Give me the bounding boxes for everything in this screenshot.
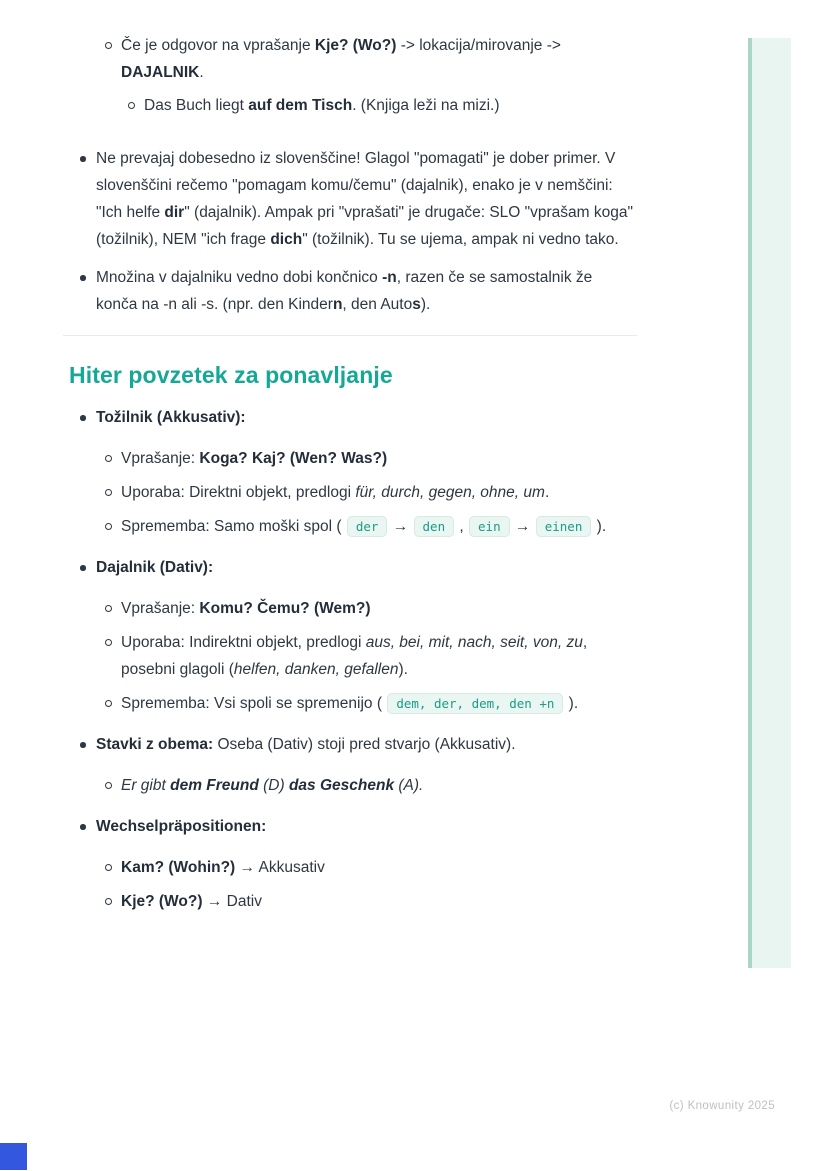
copyright-note: (c) Knowunity 2025 — [669, 1100, 775, 1112]
disc-bullet-icon — [80, 731, 96, 758]
list-item-text — [96, 731, 637, 758]
sub-list — [69, 92, 637, 119]
list-item-text — [96, 145, 637, 253]
list-item-group — [69, 145, 637, 253]
text-segment: , razen če se samostalnik že konča na -n ali -s. (npr. den Kinder — [96, 269, 593, 313]
text-segment: ). — [420, 296, 431, 313]
sub-list-item — [69, 92, 637, 119]
circle-bullet-icon — [105, 32, 121, 86]
summary-list — [69, 404, 637, 915]
document-content — [69, 32, 637, 915]
disc-bullet-icon — [80, 264, 96, 318]
text-segment: das Geschenk — [288, 777, 395, 794]
text-segment: Če je odgovor na vprašanje — [121, 37, 315, 54]
sub-list-item — [69, 690, 637, 717]
code-chip: den — [414, 516, 455, 537]
list-item-group — [69, 731, 637, 799]
sub-list — [69, 854, 637, 915]
code-chip: dem, der, dem, den +n — [387, 693, 563, 714]
text-segment: , den Auto — [342, 296, 413, 313]
list-item-text — [121, 595, 637, 622]
text-segment: (A). — [394, 777, 424, 794]
list-item-text — [121, 888, 637, 915]
code-chip: der — [347, 516, 388, 537]
list-item — [69, 813, 637, 840]
text-segment: Das Buch liegt — [144, 97, 249, 114]
list-item-text — [121, 629, 637, 683]
text-segment: → — [388, 518, 413, 535]
sub-list-item — [69, 513, 637, 540]
text-segment: Sprememba: Samo moški spol ( — [121, 518, 346, 535]
sub-list-item — [69, 854, 637, 881]
text-segment: " (tožilnik). Tu se ujema, ampak ni vedno tako. — [302, 231, 619, 248]
text-segment: Wechselpräpositionen: — [96, 818, 267, 835]
circle-bullet-icon — [105, 513, 121, 540]
text-segment: -> lokacija/mirovanje -> — [396, 37, 561, 54]
text-segment: auf dem Tisch — [248, 97, 353, 114]
circle-bullet-icon — [105, 690, 121, 717]
list-item-text — [96, 813, 637, 840]
list-item — [69, 731, 637, 758]
text-segment: dem Freund — [170, 777, 259, 794]
text-segment: n — [332, 296, 343, 313]
text-segment: Kam? (Wohin?) — [121, 859, 236, 876]
sub-list — [69, 772, 637, 799]
text-segment: Er gibt — [121, 777, 171, 794]
sub-list — [69, 595, 637, 717]
text-segment: Sprememba: Vsi spoli se spremenijo ( — [121, 695, 387, 712]
text-segment: , — [455, 518, 469, 535]
text-segment: , posebni glagoli ( — [121, 634, 588, 678]
sub-list-item — [69, 445, 637, 472]
text-segment: ). — [564, 695, 579, 712]
list-item-text — [121, 479, 637, 506]
list-item-group — [69, 32, 637, 119]
circle-bullet-icon — [128, 92, 144, 119]
text-segment: (D) — [258, 777, 289, 794]
list-item — [69, 554, 637, 581]
list-item-group — [69, 264, 637, 318]
disc-bullet-icon — [80, 404, 96, 431]
text-segment: aus, bei, mit, nach, seit, von, zu — [365, 634, 583, 651]
sub-list-item — [69, 888, 637, 915]
circle-bullet-icon — [105, 595, 121, 622]
text-segment: Vprašanje: — [121, 450, 200, 467]
circle-bullet-icon — [105, 445, 121, 472]
sub-list — [69, 445, 637, 540]
text-segment: Množina v dajalniku vedno dobi končnico — [96, 269, 383, 286]
text-segment: dich — [270, 231, 303, 248]
text-segment: . — [199, 64, 204, 81]
circle-bullet-icon — [105, 854, 121, 881]
sub-list-item — [69, 595, 637, 622]
text-segment: ). — [398, 661, 408, 678]
list-item-text — [96, 264, 637, 318]
list-item-text — [121, 772, 637, 799]
text-segment: → Akkusativ — [235, 859, 325, 876]
text-segment: -n — [382, 269, 397, 286]
text-segment: Koga? Kaj? (Wen? Was?) — [199, 450, 388, 467]
list-item-text — [121, 445, 637, 472]
text-segment: DAJALNIK — [121, 64, 200, 81]
list-item-text — [96, 404, 637, 431]
side-accent-bar — [748, 38, 791, 968]
code-chip: einen — [536, 516, 592, 537]
text-segment: für, durch, gegen, ohne, um — [355, 484, 545, 501]
disc-bullet-icon — [80, 813, 96, 840]
list-item — [69, 264, 637, 318]
text-segment: Stavki z obema: — [96, 736, 214, 753]
text-segment: s — [412, 296, 421, 313]
list-item-group — [69, 404, 637, 540]
text-segment: ). — [592, 518, 607, 535]
section-divider — [63, 335, 637, 336]
text-segment: Komu? Čemu? (Wem?) — [199, 600, 371, 617]
text-segment: Vprašanje: — [121, 600, 200, 617]
sub-list-item — [69, 629, 637, 683]
list-item-group — [69, 554, 637, 717]
list-item-text — [121, 854, 637, 881]
circle-bullet-icon — [105, 479, 121, 506]
intro-list — [69, 32, 637, 119]
text-segment: Dajalnik (Dativ): — [96, 559, 214, 576]
text-segment: Ne prevajaj dobesedno iz slovenščine! Glagol "pomagati" je dober primer. V slovenščini rečemo "pomagam komu/čemu" (dajalnik), enako je v nemščini: "Ich helfe — [96, 150, 616, 221]
text-segment: Uporaba: Indirektni objekt, predlogi — [121, 634, 366, 651]
sub-list-item — [69, 772, 637, 799]
notes-list — [69, 145, 637, 318]
list-item-text — [144, 92, 637, 119]
text-segment: Kje? (Wo?) — [121, 893, 203, 910]
page-corner-marker — [0, 1143, 27, 1170]
list-item-text — [121, 513, 637, 540]
text-segment: . (Knjiga leži na mizi.) — [352, 97, 500, 114]
text-segment: → Dativ — [202, 893, 262, 910]
list-item-group — [69, 813, 637, 915]
list-item — [69, 145, 637, 253]
text-segment: helfen, danken, gefallen — [233, 661, 399, 678]
text-segment: Oseba (Dativ) stoji pred stvarjo (Akkusativ). — [213, 736, 516, 753]
sub-list-item — [69, 32, 637, 86]
code-chip: ein — [469, 516, 510, 537]
circle-bullet-icon — [105, 629, 121, 683]
text-segment: → — [510, 518, 535, 535]
list-item-text — [121, 32, 637, 86]
text-segment: Tožilnik (Akkusativ): — [96, 409, 246, 426]
summary-heading: Hiter povzetek za ponavljanje — [69, 362, 393, 388]
disc-bullet-icon — [80, 145, 96, 253]
list-item-text — [96, 554, 637, 581]
text-segment: " (dajalnik). Ampak pri "vprašati" je drugače: SLO "vprašam koga" (tožilnik), NEM "ich frage — [96, 204, 634, 248]
sub-list-item — [69, 479, 637, 506]
circle-bullet-icon — [105, 888, 121, 915]
text-segment: . — [544, 484, 550, 501]
text-segment: dir — [164, 204, 185, 221]
text-segment: Uporaba: Direktni objekt, predlogi — [121, 484, 356, 501]
text-segment: Kje? (Wo?) — [314, 37, 397, 54]
list-item-text — [121, 690, 637, 717]
disc-bullet-icon — [80, 554, 96, 581]
list-item — [69, 404, 637, 431]
circle-bullet-icon — [105, 772, 121, 799]
